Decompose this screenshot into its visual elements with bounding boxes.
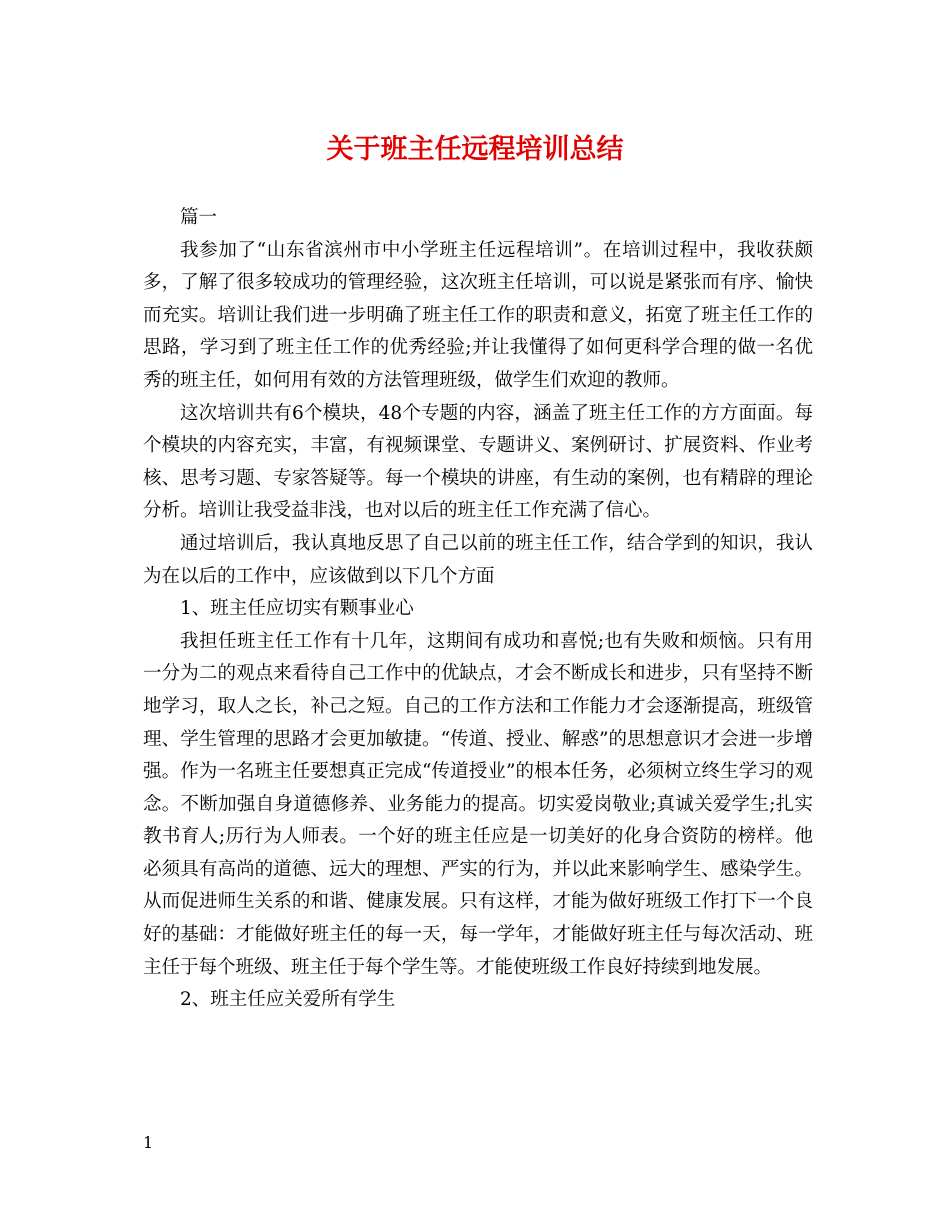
- section-heading: 2、班主任应关爱所有学生: [180, 989, 396, 1011]
- page-number: 1: [143, 1133, 154, 1152]
- body-paragraph: 我担任班主任工作有十几年，这期间有成功和喜悦;也有失败和烦恼。只有用一分为二的观点来看待自己工作中的优缺点，才会不断成长和进步，只有坚持不断地学习，取人之长，补己之短。自己的工作方法和工作能力才会逐渐提高，班级管理、学生管理的思路才会更加敏捷。“传道、授业、解惑”的思想意识才会进一步增强。作为一名班主任要想真正完成“传道授业”的根本任务，必须树立终生学习的观念。不断加强自身道德修养、业务能力的提高。切实爱岗敬业;真诚关爱学生;扎实教书育人;历行为人师表。一个好的班主任应是一切美好的化身合资防的榜样。他必须具有高尚的道德、远大的理想、严实的行为，并以此来影响学生、感染学生。从而促进师生关系的和谐、健康发展。只有这样，才能为做好班级工作打下一个良好的基础：才能做好班主任的每一天，每一学年，才能做好班主任与每次活动、班主任于每个班级、班主任于每个学生等。才能使班级工作良好持续到地发展。: [143, 630, 813, 978]
- section-label: 篇一: [180, 207, 218, 228]
- document-body: [143, 202, 813, 1017]
- body-paragraph: 这次培训共有6个模块，48个专题的内容，涵盖了班主任工作的方方面面。每个模块的内容充实，丰富，有视频课堂、专题讲义、案例研讨、扩展资料、作业考核、思考习题、专家答疑等。每一个模块的讲座，有生动的案例，也有精辟的理论分析。培训让我受益非浅，也对以后的班主任工作充满了信心。: [143, 402, 813, 522]
- body-paragraph: 通过培训后，我认真地反思了自己以前的班主任工作，结合学到的知识，我认为在以后的工作中，应该做到以下几个方面: [143, 532, 813, 587]
- document-title: 关于班主任远程培训总结: [326, 134, 624, 165]
- section-heading: 1、班主任应切实有颗事业心: [180, 598, 414, 620]
- body-paragraph: 我参加了“山东省滨州市中小学班主任远程培训”。在培训过程中，我收获颇多，了解了很多较成功的管理经验，这次班主任培训，可以说是紧张而有序、愉快而充实。培训让我们进一步明确了班主任工作的职责和意义，拓宽了班主任工作的思路，学习到了班主任工作的优秀经验;并让我懂得了如何更科学合理的做一名优秀的班主任，如何用有效的方法管理班级，做学生们欢迎的教师。: [143, 239, 813, 391]
